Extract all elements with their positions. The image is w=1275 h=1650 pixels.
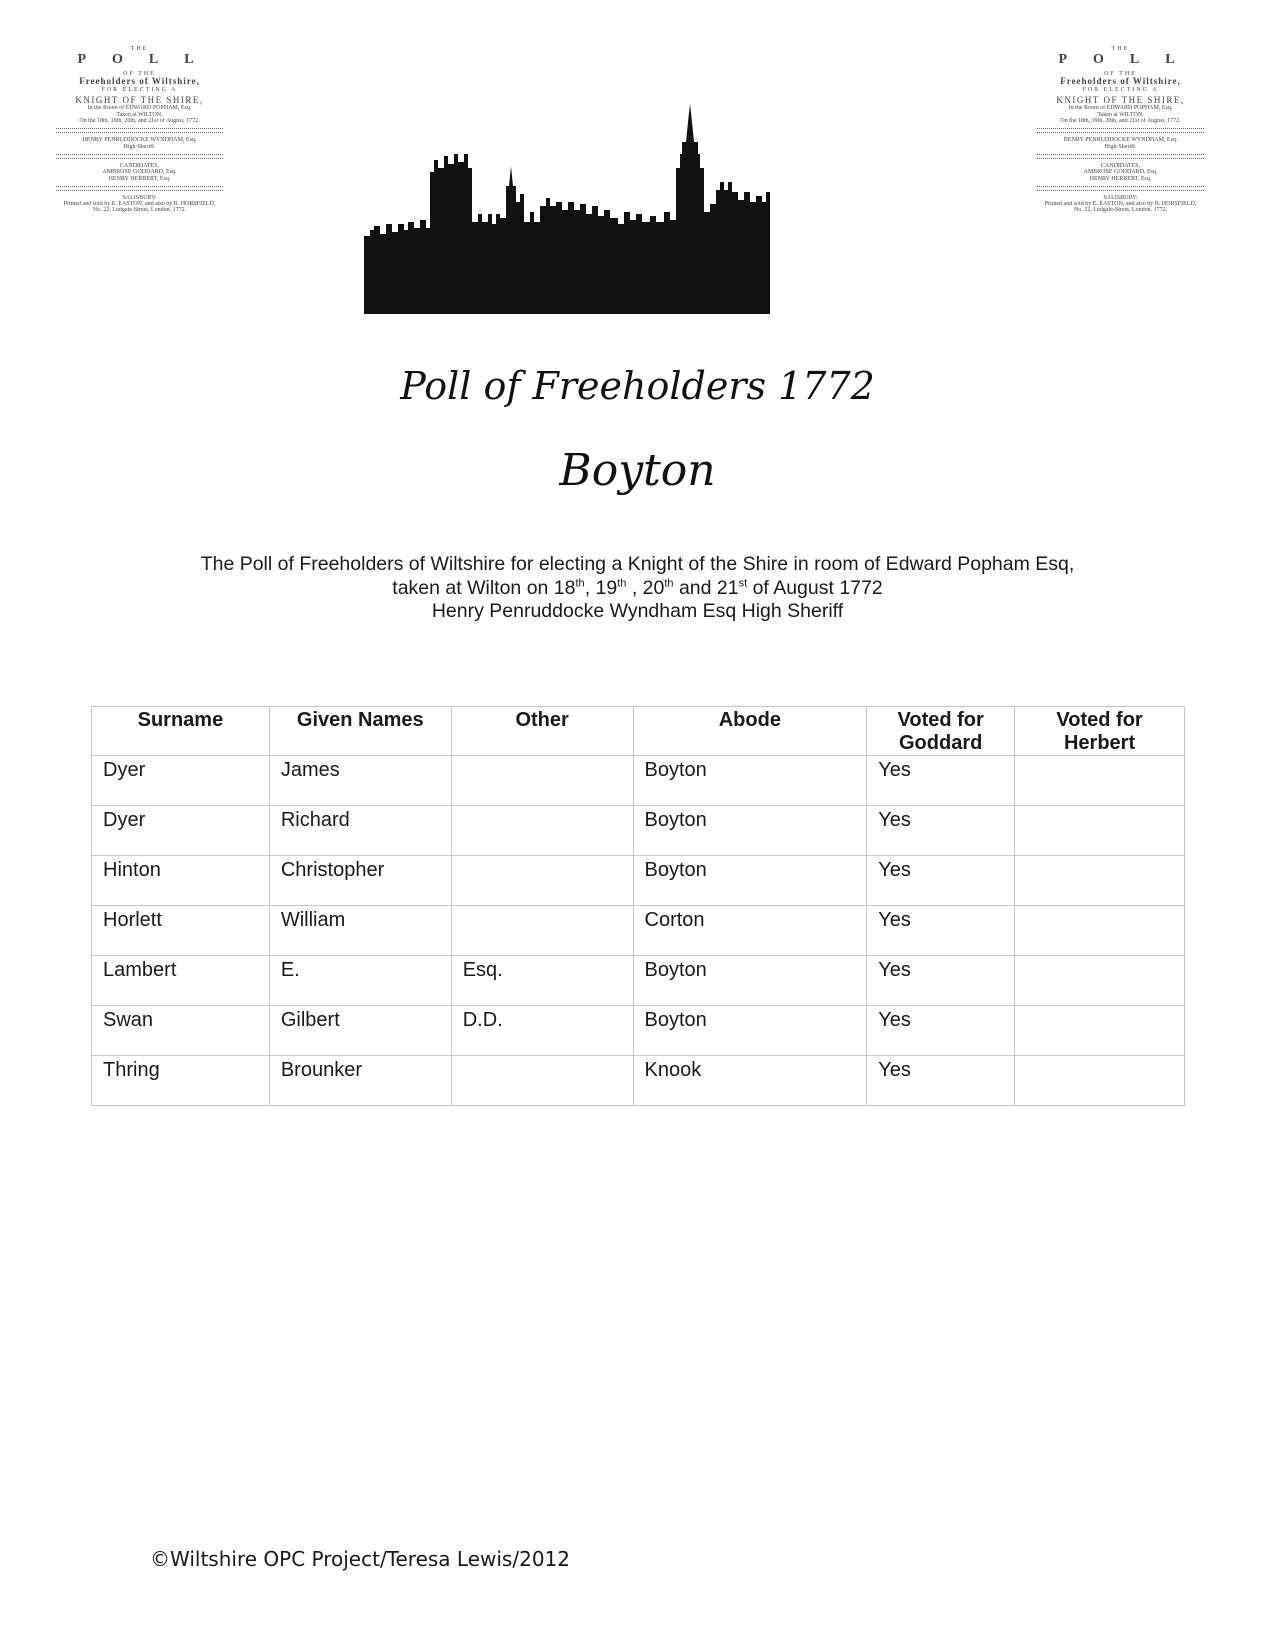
cell-surname: Horlett xyxy=(92,906,270,956)
table-header-row xyxy=(92,707,1185,756)
column-header-abode: Abode xyxy=(633,707,867,756)
cell-voted-herbert xyxy=(1015,906,1185,956)
tp-rule xyxy=(56,186,223,191)
intro-line-1: The Poll of Freeholders of Wiltshire for electing a Knight of the Shire in room of Edward Popham Esq, xyxy=(200,553,1075,575)
tp-printer-2: No. 22, Ludgate-Street, London. 1772. xyxy=(92,207,187,214)
tp-electing: FOR ELECTING A xyxy=(1082,86,1159,93)
cell-given-names: Christopher xyxy=(269,856,451,906)
cell-surname: Lambert xyxy=(92,956,270,1006)
tp-dates: On the 18th, 19th, 20th, and 21st of August, 1772. xyxy=(1060,118,1181,125)
ordinal-suffix: th xyxy=(664,577,674,589)
cell-abode: Corton xyxy=(633,906,867,956)
tp-place: SALISBURY: xyxy=(122,194,157,201)
cell-voted-goddard: Yes xyxy=(867,1056,1015,1106)
cell-voted-herbert xyxy=(1015,1056,1185,1106)
cell-voted-goddard: Yes xyxy=(867,856,1015,906)
column-header-voted-herbert xyxy=(1015,707,1185,756)
cell-voted-goddard: Yes xyxy=(867,906,1015,956)
tp-printer: Printed and sold by E. EASTON, and also by B. HORSFIELD, xyxy=(1044,201,1197,208)
tp-room: In the Room of EDWARD POPHAM, Esq. xyxy=(1068,105,1173,112)
cell-voted-goddard: Yes xyxy=(867,956,1015,1006)
tp-room: In the Room of EDWARD POPHAM, Esq. xyxy=(87,105,192,112)
cell-other xyxy=(451,1056,633,1106)
cell-voted-herbert xyxy=(1015,756,1185,806)
cell-voted-goddard: Yes xyxy=(867,806,1015,856)
parish-title: Boyton xyxy=(559,445,716,496)
intro-text-segment: and 21 xyxy=(673,576,739,599)
tp-sheriff-title: High-Sheriff. xyxy=(1104,143,1137,150)
tp-poll: POLL xyxy=(77,53,220,68)
tp-of-the: OF THE xyxy=(123,70,156,77)
tp-the: THE xyxy=(1111,46,1130,52)
table-row xyxy=(92,906,1185,956)
tp-of-the: OF THE xyxy=(1104,70,1137,77)
ordinal-suffix: th xyxy=(575,577,585,589)
cell-given-names: Gilbert xyxy=(269,1006,451,1056)
header-line: Herbert xyxy=(1063,732,1136,754)
intro-text xyxy=(0,553,1275,624)
cell-surname: Dyer xyxy=(92,756,270,806)
footer-copyright: ©Wiltshire OPC Project/Teresa Lewis/2012 xyxy=(150,1547,570,1571)
cell-given-names: James xyxy=(269,756,451,806)
tp-sheriff-title: High-Sheriff. xyxy=(123,143,156,150)
tp-the: THE xyxy=(130,46,149,52)
cell-other xyxy=(451,856,633,906)
intro-line-3: Henry Penruddocke Wyndham Esq High Sheriff xyxy=(431,600,844,622)
column-header-other: Other xyxy=(451,707,633,756)
ordinal-suffix: st xyxy=(738,577,748,589)
tp-printer-2: No. 22, Ludgate-Street, London. 1772. xyxy=(1073,207,1168,214)
cell-surname: Dyer xyxy=(92,806,270,856)
column-header-surname: Surname xyxy=(92,707,270,756)
tp-place: SALISBURY: xyxy=(1103,194,1138,201)
tp-freeholders: Freeholders of Wiltshire, xyxy=(1060,77,1181,87)
title-page-image-right xyxy=(1033,46,1208,286)
cell-voted-herbert xyxy=(1015,806,1185,856)
cell-other xyxy=(451,806,633,856)
cell-surname: Thring xyxy=(92,1056,270,1106)
intro-text-segment: taken at Wilton on 18 xyxy=(392,576,576,599)
tp-candidates: CANDIDATES, xyxy=(119,162,160,169)
header-line: Voted for xyxy=(897,709,984,731)
column-header-voted-goddard xyxy=(867,707,1015,756)
header-line: Voted for xyxy=(1056,709,1143,731)
tp-rule xyxy=(56,128,223,133)
table-row xyxy=(92,1006,1185,1056)
table-row xyxy=(92,806,1185,856)
tp-taken: Taken at WILTON, xyxy=(1097,111,1144,118)
cell-given-names: Richard xyxy=(269,806,451,856)
tp-rule xyxy=(1037,128,1204,133)
table-row xyxy=(92,756,1185,806)
tp-freeholders: Freeholders of Wiltshire, xyxy=(79,77,200,87)
cell-abode: Boyton xyxy=(633,956,867,1006)
header-line: Goddard xyxy=(898,732,983,754)
tp-taken: Taken at WILTON, xyxy=(116,111,163,118)
tp-printer: Printed and sold by E. EASTON, and also by B. HORSFIELD, xyxy=(63,201,216,208)
cell-voted-goddard: Yes xyxy=(867,1006,1015,1056)
cell-voted-herbert xyxy=(1015,956,1185,1006)
cell-abode: Boyton xyxy=(633,856,867,906)
title-page-image-left xyxy=(52,46,227,286)
cell-given-names: Brounker xyxy=(269,1056,451,1106)
table-row xyxy=(92,1056,1185,1106)
tp-knight: KNIGHT OF THE SHIRE, xyxy=(1056,96,1185,106)
table-row xyxy=(92,856,1185,906)
cell-other: Esq. xyxy=(451,956,633,1006)
cell-given-names: William xyxy=(269,906,451,956)
cell-surname: Swan xyxy=(92,1006,270,1056)
cell-abode: Boyton xyxy=(633,806,867,856)
poll-table xyxy=(91,706,1185,1106)
tp-candidate-1: AMBROSE GODDARD, Esq. xyxy=(102,169,177,176)
intro-text-segment: of August 1772 xyxy=(747,576,883,599)
cell-other: D.D. xyxy=(451,1006,633,1056)
cell-abode: Boyton xyxy=(633,756,867,806)
intro-text-segment: , 19 xyxy=(584,576,618,599)
cell-voted-herbert xyxy=(1015,856,1185,906)
tp-dates: On the 18th, 19th, 20th, and 21st of August, 1772. xyxy=(79,118,200,125)
cell-other xyxy=(451,756,633,806)
cell-other xyxy=(451,906,633,956)
tp-rule xyxy=(56,154,223,159)
westminster-skyline-image xyxy=(360,98,810,314)
cell-given-names: E. xyxy=(269,956,451,1006)
tp-rule xyxy=(1037,154,1204,159)
tp-poll: POLL xyxy=(1058,53,1201,68)
tp-candidate-2: HENRY HERBERT, Esq. xyxy=(108,175,171,182)
cell-abode: Boyton xyxy=(633,1006,867,1056)
tp-sheriff: HENRY PENRUDDOCKE WYNDHAM, Esq. xyxy=(82,137,197,144)
tp-sheriff: HENRY PENRUDDOCKE WYNDHAM, Esq. xyxy=(1063,137,1178,144)
tp-candidates: CANDIDATES, xyxy=(1100,162,1141,169)
page-title: Poll of Freeholders 1772 xyxy=(400,364,875,408)
table-row xyxy=(92,956,1185,1006)
cell-surname: Hinton xyxy=(92,856,270,906)
ordinal-suffix: th xyxy=(617,577,627,589)
tp-candidate-2: HENRY HERBERT, Esq. xyxy=(1089,175,1152,182)
column-header-given-names: Given Names xyxy=(269,707,451,756)
intro-line-2 xyxy=(0,577,1275,601)
cell-voted-goddard: Yes xyxy=(867,756,1015,806)
tp-candidate-1: AMBROSE GODDARD, Esq. xyxy=(1083,169,1158,176)
tp-rule xyxy=(1037,186,1204,191)
cell-abode: Knook xyxy=(633,1056,867,1106)
tp-knight: KNIGHT OF THE SHIRE, xyxy=(75,96,204,106)
tp-electing: FOR ELECTING A xyxy=(101,86,178,93)
cell-voted-herbert xyxy=(1015,1006,1185,1056)
intro-text-segment: , 20 xyxy=(626,576,665,599)
